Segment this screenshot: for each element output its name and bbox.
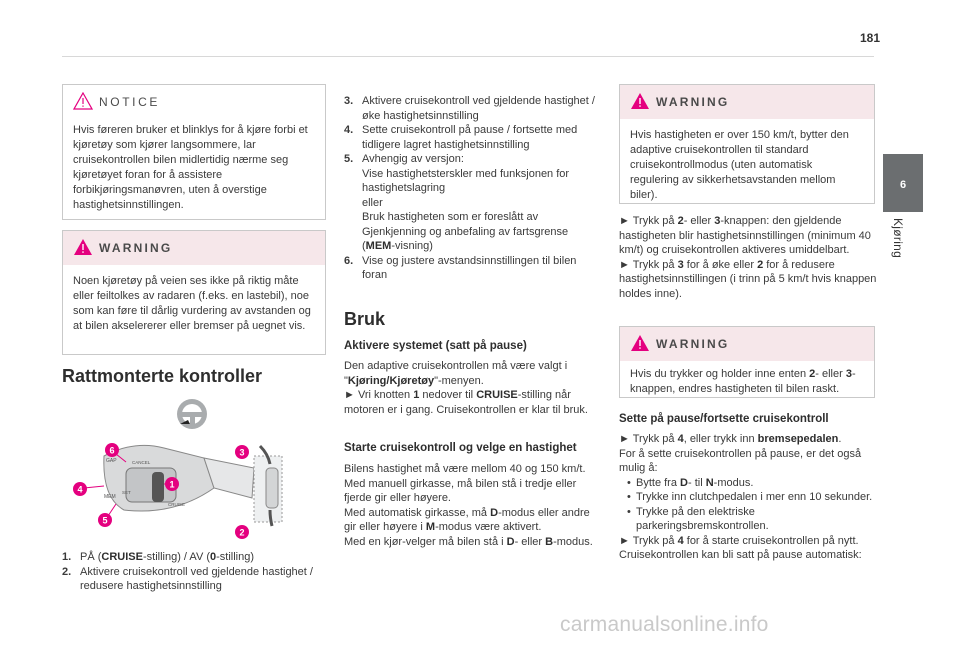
list-item-6: 6. Vise og justere avstandsinnstillingen til bilen foran	[344, 254, 577, 281]
paragraph-speed-buttons: ► Trykk på 2- eller 3-knappen: den gjeldende hastigheten blir hastighetsinnstillingen (minimum 40 km/t) og cruisekontrollen aktiveres umiddelbart. ► Trykk på 3 for å øke eller 2 for å redusere hastighetsinnstillingen (i trinn på 5 km/t hvis knappen holdes inne).	[619, 215, 877, 300]
controls-list-continued	[344, 94, 602, 283]
warning-text-3: Hvis du trykker og holder inne enten 2- eller 3-knappen, endres hastigheten til bilen raskt.	[630, 368, 856, 395]
warning-box-3	[619, 326, 875, 398]
chapter-number: 6	[899, 179, 907, 191]
warning-triangle-icon	[630, 92, 650, 110]
bullet-item: • Trykke på den elektriske parkeringsbremskontrollen.	[627, 505, 769, 532]
top-divider	[62, 56, 874, 57]
diagram-text-mem: MEM	[104, 494, 116, 500]
svg-text:3: 3	[239, 447, 245, 458]
svg-text:5: 5	[102, 515, 108, 526]
warning-header-3	[620, 327, 874, 361]
svg-text:2: 2	[239, 527, 245, 538]
warning-triangle-outline-icon	[73, 92, 93, 110]
pause-bullet-list	[627, 476, 877, 534]
steering-controls-diagram	[64, 398, 326, 546]
list-item-3: 3. Aktivere cruisekontroll ved gjeldende hastighet / øke hastighetsinnstilling	[344, 95, 595, 122]
list-item-1: 1. PÅ (CRUISE-stilling) / AV (0-stilling)	[62, 551, 255, 563]
diagram-text-set: SET	[122, 490, 131, 495]
bullet-item: • Trykke inn clutchpedalen i mer enn 10 sekunder.	[627, 491, 873, 503]
callout-5	[98, 504, 116, 527]
page-number: 181	[860, 31, 881, 45]
paragraph-pause: ► Trykk på 4, eller trykk inn bremsepedalen. For å sette cruisekontrollen på pause, er det også mulig å: • Bytte fra D- til N-modus. • Trykke inn clutchpedalen i mer enn 10 sekunder. • Trykke på den elektriske parkeringsbremskontrollen. ► Trykk på 4 for å starte cruisekontrollen på nytt. Cruisekontrollen kan bli satt på pause automatisk:	[619, 432, 877, 563]
notice-box	[62, 84, 326, 220]
warning-box-2	[619, 84, 875, 204]
warning-text-2: Hvis hastigheten er over 150 km/t, bytter den adaptive cruisekontrollen til standard cruisekontrollmodus (uten automatisk regulering av sikkerhetsavstanden mellom biler).	[630, 129, 849, 201]
diagram-text-cruise: CRUISE	[168, 502, 186, 507]
svg-text:4: 4	[77, 484, 83, 495]
paragraph-start: Bilens hastighet må være mellom 40 og 150 km/t. Med manuell girkasse, må bilen stå i tredje eller fjerde gir eller høyere. Med automatisk girkasse, må D-modus eller andre gir eller høyere i M-modus være aktivert. Med en kjør-velger må bilen stå i D- eller B-modus.	[344, 463, 593, 548]
diagram-text-cancel: CANCEL	[132, 460, 151, 465]
bullet-item: • Bytte fra D- til N-modus.	[627, 476, 754, 489]
callout-4	[73, 482, 104, 496]
notice-title: NOTICE	[99, 95, 160, 109]
list-item-2: 2. Aktivere cruisekontroll ved gjeldende hastighet / redusere hastighetsinnstilling	[62, 565, 313, 592]
chapter-title: Kjøring	[891, 218, 905, 259]
list-item-5: 5. Avhengig av versjon: Vise hastighetsterskler med funksjonen for hastighetslagring eller Bruk hastigheten som er foreslått av Gjenkjenning og anbefaling av fartsgrense (MEM-visning)	[344, 153, 570, 252]
warning-triangle-icon	[630, 334, 650, 352]
section-heading-steering-controls: Rattmonterte kontroller	[62, 366, 263, 386]
list-item-4: 4. Sette cruisekontroll på pause / fortsette med tidligere lagret hastighetsinnstilling	[344, 124, 578, 151]
warning-title-3: WARNING	[656, 337, 730, 351]
steering-wheel-icon	[177, 399, 207, 429]
warning-box-1	[62, 230, 326, 355]
section-heading-use: Bruk	[344, 309, 386, 329]
warning-header-1	[63, 231, 325, 265]
watermark: carmanualsonline.info	[560, 613, 769, 636]
warning-title-1: WARNING	[99, 241, 173, 255]
svg-text:1: 1	[169, 479, 175, 490]
subheading-start: Starte cruisekontroll og velge en hastighet	[344, 442, 577, 454]
subheading-activate: Aktivere systemet (satt på pause)	[344, 340, 527, 352]
steering-controls-list	[62, 550, 324, 594]
svg-text:6: 6	[109, 445, 115, 456]
warning-triangle-icon	[73, 238, 93, 256]
warning-title-2: WARNING	[656, 95, 730, 109]
paragraph-activate: Den adaptive cruisekontrollen må være valgt i "Kjøring/Kjøretøy"-menyen. ► Vri knotten 1 nedover til CRUISE-stilling når motoren er i gang. Cruisekontrollen er klar til bruk.	[344, 360, 588, 416]
notice-header	[63, 85, 325, 119]
callout-3	[235, 445, 249, 459]
callout-2	[235, 525, 249, 539]
notice-text: Hvis føreren bruker et blinklys for å kjøre forbi et kjøretøy som kjører langsommere, lar cruisekontrollen bilen midlertidig nærme seg kjøretøyet foran for å assistere forbikjøringsmanøvren, uten å overstige hastighetsinnstillingen.	[73, 124, 308, 211]
warning-header-2	[620, 85, 874, 119]
chapter-tab[interactable]	[883, 154, 923, 212]
warning-text-1: Noen kjøretøy på veien ses ikke på riktig måte eller feiltolkes av radaren (f.eks. en lastebil), noe som kan føre til dårlig vurdering av avstanden og at bilen akselererer eller bremser på uegnet vis.	[73, 275, 311, 332]
diagram-text-gap: GAP	[106, 458, 117, 464]
subheading-pause: Sette på pause/fortsette cruisekontroll	[619, 413, 829, 425]
lever-illustration	[104, 445, 282, 526]
